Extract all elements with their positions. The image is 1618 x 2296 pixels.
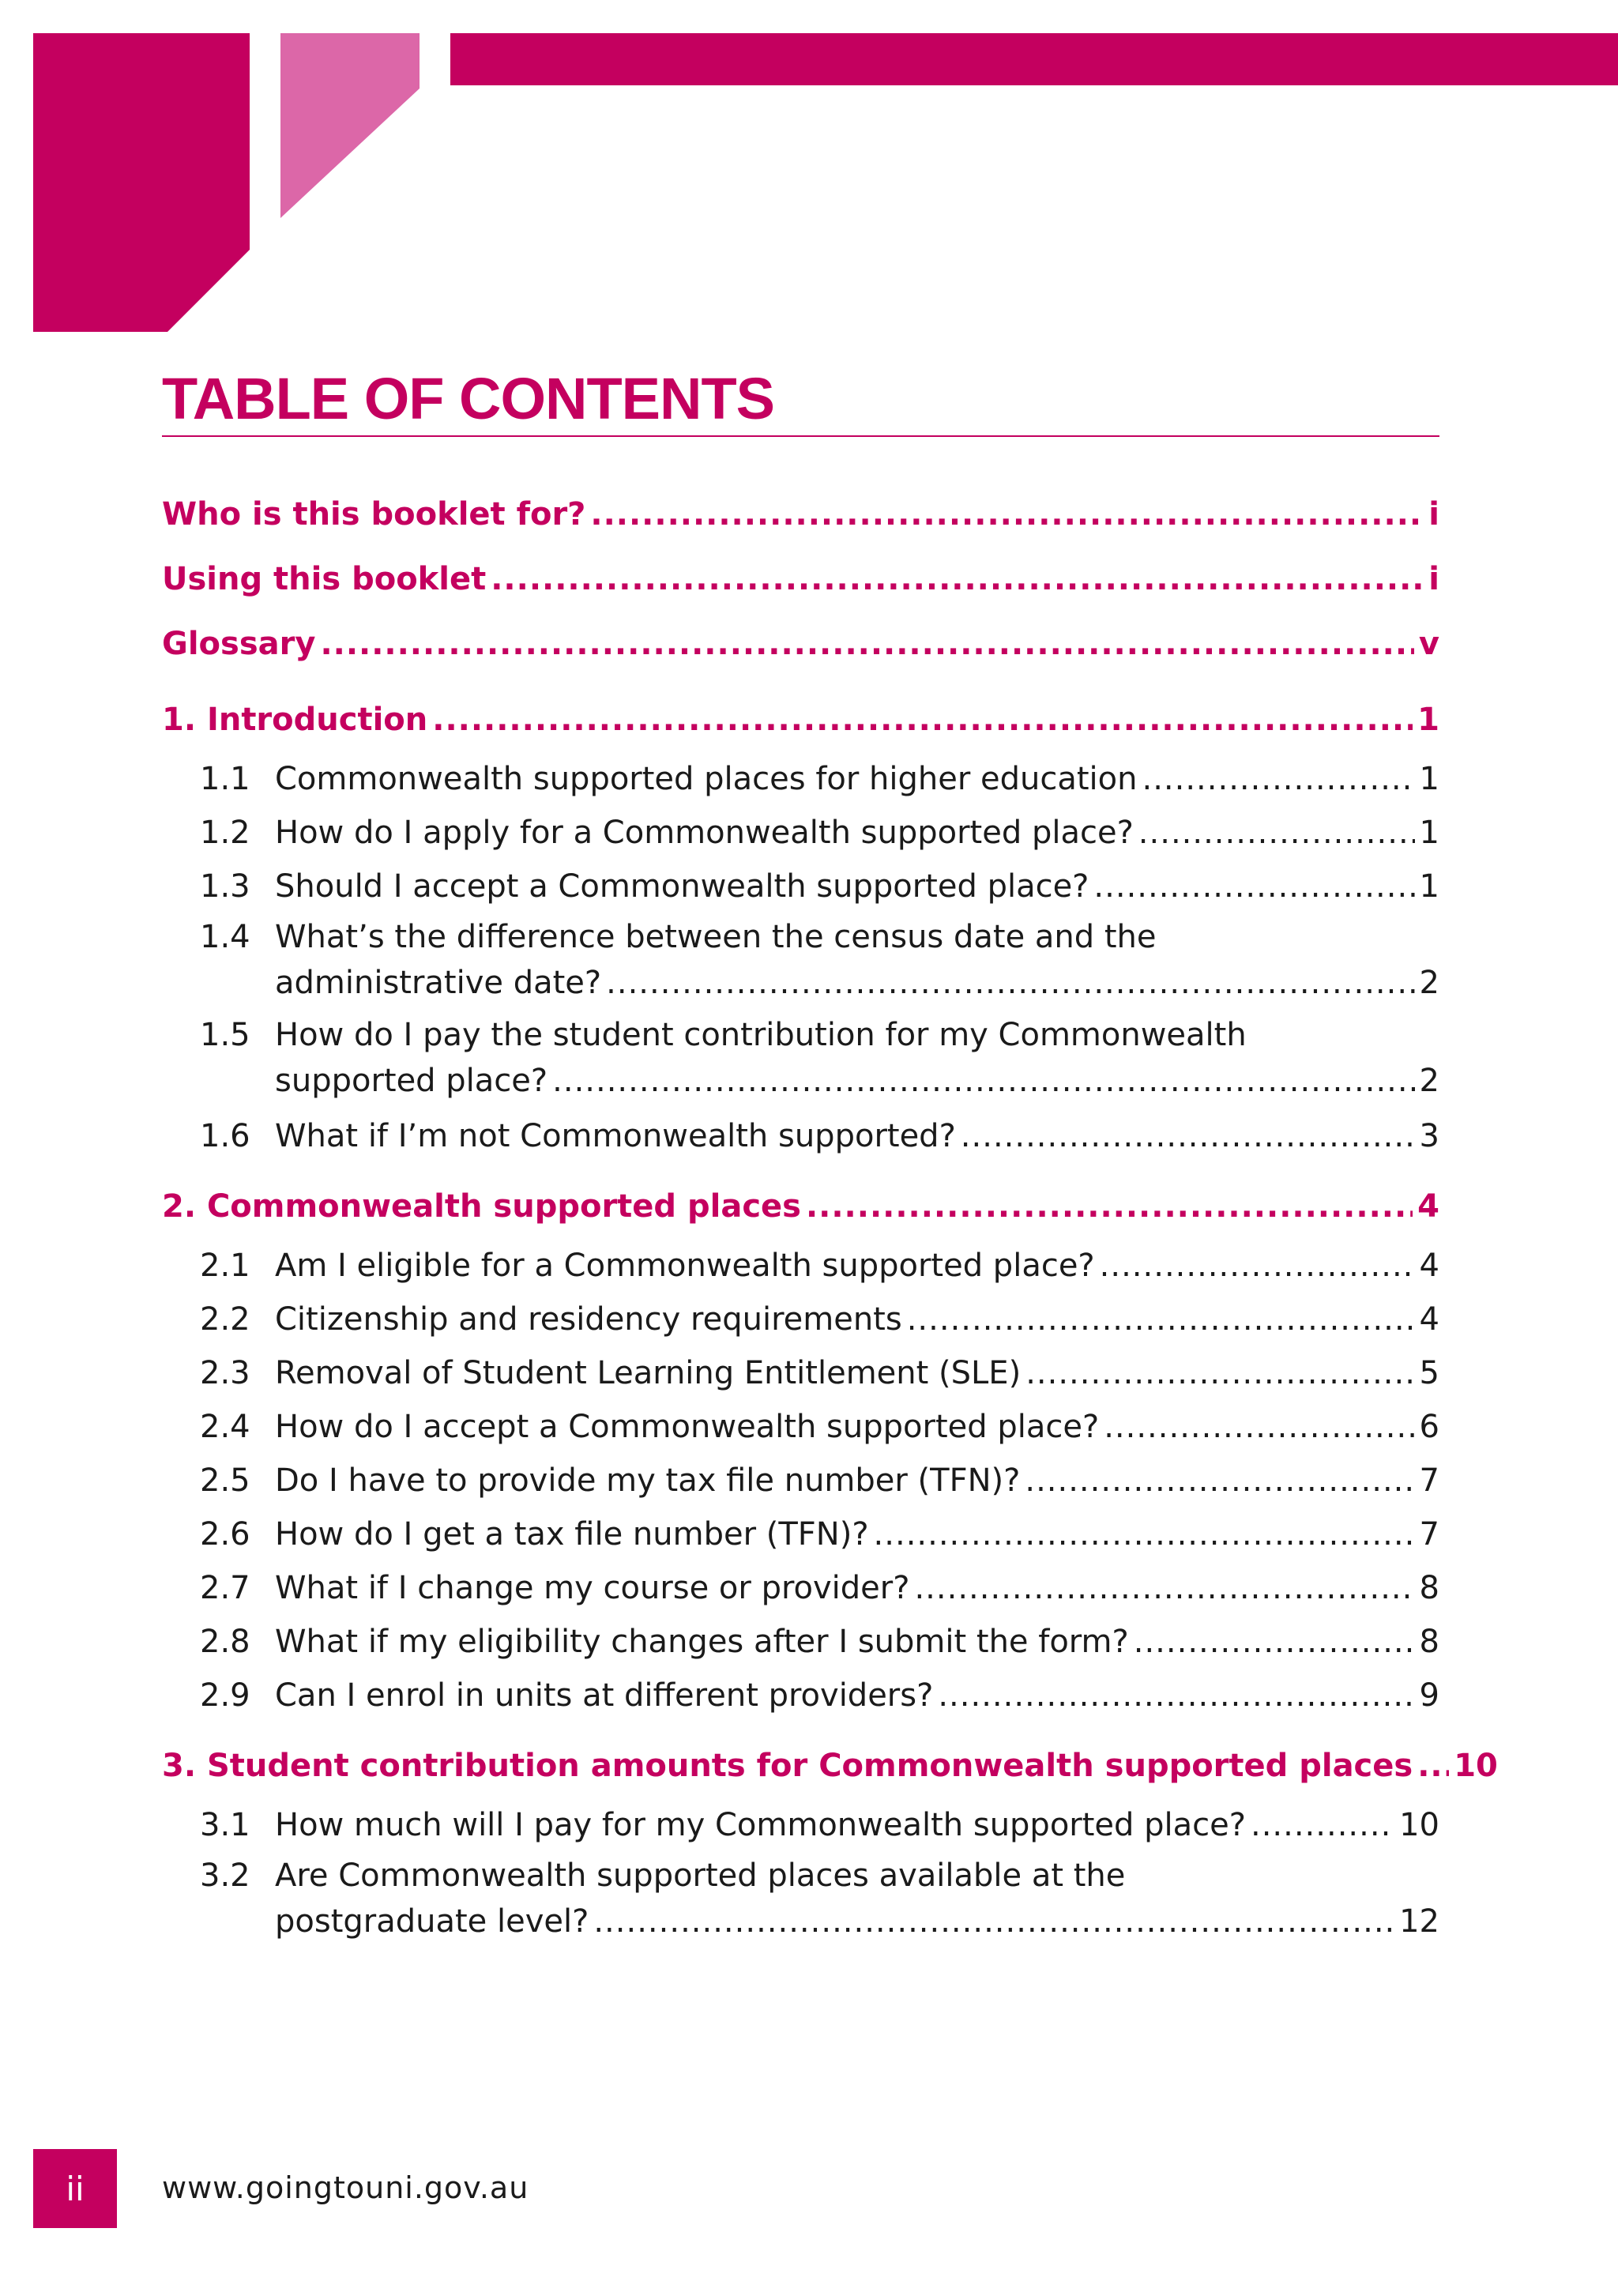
toc-entry-number: 2.9 bbox=[200, 1677, 250, 1714]
header-decoration-left bbox=[33, 33, 250, 332]
toc-entry-number: 1.6 bbox=[200, 1118, 250, 1154]
toc-entry-2-1[interactable] bbox=[162, 1239, 1439, 1293]
dot-leader bbox=[907, 1293, 1415, 1346]
toc-entry-page: 4 bbox=[1419, 1248, 1439, 1284]
toc-entry-front-0[interactable] bbox=[162, 482, 1439, 547]
toc-entry-label: 3. Student contribution amounts for Commonwealth supported places bbox=[162, 1748, 1413, 1784]
toc-entry-page: 1 bbox=[1419, 761, 1439, 797]
toc-entry-page: 3 bbox=[1419, 1118, 1439, 1154]
dot-leader bbox=[938, 1669, 1414, 1722]
toc-entry-label: What’s the difference between the census date and the bbox=[275, 919, 1157, 955]
toc-entry-label-continued: supported place? bbox=[275, 1063, 548, 1099]
toc-entry-1-1[interactable] bbox=[162, 752, 1439, 806]
front-matter bbox=[162, 482, 1439, 676]
chapter-1 bbox=[162, 687, 1439, 1163]
toc-entry-label: Who is this booklet for? bbox=[162, 496, 586, 533]
toc-entry-3-1[interactable] bbox=[162, 1798, 1439, 1852]
toc-entry-page: 2 bbox=[1419, 965, 1439, 1001]
toc-chapter-2[interactable] bbox=[162, 1174, 1439, 1239]
toc-entry-label: Are Commonwealth supported places available at the bbox=[275, 1858, 1126, 1894]
toc-entry-page: 7 bbox=[1419, 1516, 1439, 1553]
dot-leader bbox=[961, 1109, 1415, 1163]
page-title: TABLE OF CONTENTS bbox=[162, 366, 775, 431]
toc-entry-number: 2.8 bbox=[200, 1624, 250, 1660]
toc-entry-label: Citizenship and residency requirements bbox=[275, 1301, 902, 1338]
dot-leader bbox=[590, 482, 1424, 547]
toc-entry-number: 2.1 bbox=[200, 1248, 250, 1284]
toc-entry-page: 2 bbox=[1419, 1063, 1439, 1099]
toc-chapter-1[interactable] bbox=[162, 687, 1439, 752]
toc-entry-number: 1.5 bbox=[200, 1017, 250, 1053]
dot-leader bbox=[1100, 1239, 1415, 1293]
toc-entry-label: What if I change my course or provider? bbox=[275, 1570, 910, 1606]
toc-entry-label: Using this booklet bbox=[162, 561, 487, 597]
toc-entry-label: How do I pay the student contribution for my Commonwealth bbox=[275, 1017, 1247, 1053]
toc-entry-page: 9 bbox=[1419, 1677, 1439, 1714]
toc-entry-page: 1 bbox=[1417, 702, 1439, 738]
dot-leader bbox=[1025, 1454, 1414, 1507]
toc-entry-2-2[interactable] bbox=[162, 1293, 1439, 1346]
toc-entry-front-2[interactable] bbox=[162, 612, 1439, 676]
toc-entry-number: 2.3 bbox=[200, 1355, 250, 1391]
dot-leader bbox=[1142, 752, 1414, 806]
toc-entry-number: 2.7 bbox=[200, 1570, 250, 1606]
toc-entry-number: 2.5 bbox=[200, 1462, 250, 1499]
toc-entry-label-continued: administrative date? bbox=[275, 965, 602, 1001]
toc-entry-front-1[interactable] bbox=[162, 547, 1439, 612]
toc-entry-label: How do I accept a Commonwealth supported place? bbox=[275, 1409, 1100, 1445]
toc-entry-label: Removal of Student Learning Entitlement (SLE) bbox=[275, 1355, 1022, 1391]
toc-entry-label: Do I have to provide my tax file number (TFN)? bbox=[275, 1462, 1021, 1499]
footer-url-link[interactable]: www.goingtouni.gov.au bbox=[162, 2170, 529, 2205]
toc-entry-2-7[interactable] bbox=[162, 1561, 1439, 1615]
toc-entry-page: 8 bbox=[1419, 1570, 1439, 1606]
toc-entry-1-6[interactable] bbox=[162, 1109, 1439, 1163]
dot-leader bbox=[432, 687, 1413, 752]
dot-leader bbox=[1134, 1615, 1415, 1669]
dot-leader bbox=[806, 1174, 1413, 1239]
header-decoration-middle bbox=[280, 33, 420, 218]
dot-leader bbox=[1251, 1798, 1394, 1852]
toc-entry-page: i bbox=[1428, 496, 1439, 533]
toc-entry-3-2[interactable] bbox=[162, 1852, 1439, 1944]
toc-entry-number: 3.1 bbox=[200, 1807, 250, 1843]
dot-leader bbox=[606, 961, 1414, 1005]
toc-entry-page: 10 bbox=[1399, 1807, 1439, 1843]
toc-entry-label: 2. Commonwealth supported places bbox=[162, 1188, 801, 1225]
toc-entry-number: 3.2 bbox=[200, 1858, 250, 1894]
toc-chapter-3[interactable] bbox=[162, 1733, 1498, 1798]
toc-entry-page: 7 bbox=[1419, 1462, 1439, 1499]
toc-entry-label: Glossary bbox=[162, 626, 316, 662]
chapter-3 bbox=[162, 1733, 1498, 1944]
toc-entry-page: v bbox=[1418, 626, 1439, 662]
toc-entry-label: Should I accept a Commonwealth supported place? bbox=[275, 868, 1089, 905]
toc-entry-number: 1.1 bbox=[200, 761, 250, 797]
toc-entry-number: 2.2 bbox=[200, 1301, 250, 1338]
toc-entry-number: 1.3 bbox=[200, 868, 250, 905]
dot-leader bbox=[320, 612, 1413, 676]
dot-leader bbox=[1104, 1400, 1414, 1454]
toc-entry-label: Can I enrol in units at different providers? bbox=[275, 1677, 934, 1714]
toc-entry-2-5[interactable] bbox=[162, 1454, 1439, 1507]
dot-leader bbox=[874, 1507, 1415, 1561]
toc-entry-label-continued: postgraduate level? bbox=[275, 1903, 589, 1940]
toc-entry-2-4[interactable] bbox=[162, 1400, 1439, 1454]
toc-entry-1-5[interactable] bbox=[162, 1011, 1439, 1103]
chapter-2 bbox=[162, 1174, 1439, 1722]
toc-entry-page: 1 bbox=[1419, 868, 1439, 905]
toc-entry-page: 12 bbox=[1399, 1903, 1439, 1940]
toc-entry-number: 2.4 bbox=[200, 1409, 250, 1445]
dot-leader bbox=[1093, 860, 1414, 913]
toc-entry-label: Commonwealth supported places for higher education bbox=[275, 761, 1138, 797]
toc-entry-label: How do I get a tax file number (TFN)? bbox=[275, 1516, 869, 1553]
toc-entry-1-2[interactable] bbox=[162, 806, 1439, 860]
toc-entry-page: 10 bbox=[1454, 1748, 1498, 1784]
toc-entry-1-3[interactable] bbox=[162, 860, 1439, 913]
toc-entry-label: What if my eligibility changes after I submit the form? bbox=[275, 1624, 1129, 1660]
toc-entry-number: 1.2 bbox=[200, 815, 250, 851]
dot-leader bbox=[593, 1899, 1394, 1944]
dot-leader bbox=[491, 547, 1424, 612]
toc-entry-label: How much will I pay for my Commonwealth supported place? bbox=[275, 1807, 1246, 1843]
toc-entry-number: 1.4 bbox=[200, 919, 250, 955]
toc-entry-page: 6 bbox=[1419, 1409, 1439, 1445]
toc-entry-1-4[interactable] bbox=[162, 913, 1439, 1005]
dot-leader bbox=[1138, 806, 1415, 860]
dot-leader bbox=[1417, 1733, 1449, 1798]
toc-entry-label: 1. Introduction bbox=[162, 702, 428, 738]
dot-leader bbox=[1025, 1346, 1414, 1400]
toc-entry-2-6[interactable] bbox=[162, 1507, 1439, 1561]
toc-entry-label: What if I’m not Commonwealth supported? bbox=[275, 1118, 956, 1154]
toc-entry-number: 2.6 bbox=[200, 1516, 250, 1553]
toc-entry-2-9[interactable] bbox=[162, 1669, 1439, 1722]
toc-entry-label: Am I eligible for a Commonwealth supported place? bbox=[275, 1248, 1095, 1284]
page-number-badge bbox=[33, 2149, 117, 2228]
toc-entry-page: 4 bbox=[1417, 1188, 1439, 1225]
dot-leader bbox=[552, 1059, 1414, 1103]
header-decoration-bar bbox=[450, 33, 1618, 85]
toc-entry-page: 5 bbox=[1419, 1355, 1439, 1391]
toc-entry-label: How do I apply for a Commonwealth supported place? bbox=[275, 815, 1134, 851]
toc-entry-2-3[interactable] bbox=[162, 1346, 1439, 1400]
toc-entry-page: 4 bbox=[1419, 1301, 1439, 1338]
toc-entry-page: i bbox=[1428, 561, 1439, 597]
toc-entry-2-8[interactable] bbox=[162, 1615, 1439, 1669]
table-of-contents bbox=[162, 482, 1498, 1955]
toc-entry-page: 8 bbox=[1419, 1624, 1439, 1660]
page-number: ii bbox=[66, 2169, 85, 2208]
dot-leader bbox=[914, 1561, 1414, 1615]
title-divider bbox=[162, 435, 1439, 437]
toc-entry-page: 1 bbox=[1419, 815, 1439, 851]
